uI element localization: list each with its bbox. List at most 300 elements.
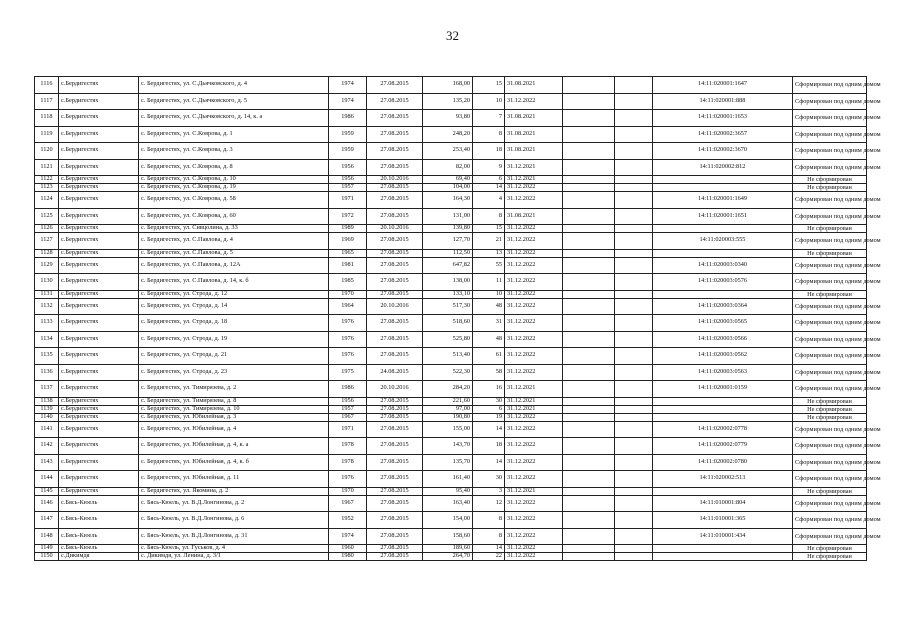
build-year-cell: 1974: [329, 93, 367, 110]
table-row: [35, 274, 867, 291]
table-row: [35, 93, 867, 110]
row-id-cell: 1125: [35, 208, 59, 225]
build-year-cell: 1971: [329, 192, 367, 209]
due-date-cell: 31.12.2022: [505, 274, 563, 291]
status-cell: Сформирован под одним домом: [793, 454, 867, 471]
settlement-cell: с.Бердигестях: [59, 364, 139, 381]
row-id-cell: 1140: [35, 413, 59, 421]
address-cell: с. Бясь-Кюель, ул. В.Д.Лонгинова, д. 2: [139, 495, 329, 512]
settlement-cell: с.Бердигестях: [59, 208, 139, 225]
count-cell: 11: [473, 274, 505, 291]
area-cell: 95,40: [423, 487, 473, 495]
empty-cell: [615, 545, 653, 553]
table-row: [35, 348, 867, 365]
due-date-cell: 31.12.2022: [505, 315, 563, 332]
empty-cell: [615, 348, 653, 365]
due-date-cell: 31.08.2021: [505, 126, 563, 143]
address-cell: с. Бердигестях, ул. Строда, д. 12: [139, 290, 329, 298]
area-cell: 221,60: [423, 397, 473, 405]
address-cell: с. Бердигестях, ул. Юбилейная, д. 4, к. б: [139, 454, 329, 471]
date-cell: 27.08.2015: [367, 126, 423, 143]
due-date-cell: 31.12.2021: [505, 159, 563, 176]
settlement-cell: с.Бердигестях: [59, 77, 139, 94]
due-date-cell: 31.12.2022: [505, 298, 563, 315]
cadastral-number-cell: 14:11:020001:1649: [653, 192, 793, 209]
table-row: [35, 77, 867, 94]
area-cell: 82,00: [423, 159, 473, 176]
settlement-cell: с.Бердигестях: [59, 487, 139, 495]
area-cell: 139,80: [423, 225, 473, 233]
settlement-cell: с.Бердигестях: [59, 381, 139, 398]
area-cell: 133,10: [423, 290, 473, 298]
empty-cell: [615, 192, 653, 209]
due-date-cell: 31.08.2021: [505, 110, 563, 127]
build-year-cell: 1981: [329, 257, 367, 274]
table-row: [35, 110, 867, 127]
count-cell: 8: [473, 528, 505, 545]
address-cell: с. Бердигестях, ул. С.Коврова, д. 58: [139, 192, 329, 209]
cadastral-number-cell: 14:11:020002:3657: [653, 126, 793, 143]
empty-cell: [563, 225, 615, 233]
table-row: [35, 471, 867, 488]
area-cell: 513,40: [423, 348, 473, 365]
empty-cell: [563, 553, 615, 561]
settlement-cell: с.Бясь-Кюель: [59, 512, 139, 529]
due-date-cell: 31.12.2022: [505, 184, 563, 192]
cadastral-number-cell: 14:11:020002:0778: [653, 421, 793, 438]
empty-cell: [563, 495, 615, 512]
build-year-cell: 1967: [329, 413, 367, 421]
build-year-cell: 1970: [329, 487, 367, 495]
date-cell: 27.08.2015: [367, 315, 423, 332]
build-year-cell: 1967: [329, 495, 367, 512]
status-cell: Не сформирован: [793, 184, 867, 192]
count-cell: 48: [473, 331, 505, 348]
build-year-cell: 1970: [329, 290, 367, 298]
status-cell: Сформирован под одним домом: [793, 233, 867, 250]
page-number: 32: [446, 28, 459, 43]
empty-cell: [615, 143, 653, 160]
row-id-cell: 1127: [35, 233, 59, 250]
empty-cell: [615, 93, 653, 110]
count-cell: 14: [473, 421, 505, 438]
empty-cell: [615, 438, 653, 455]
settlement-cell: с.Бердигестях: [59, 454, 139, 471]
cadastral-number-cell: [653, 553, 793, 561]
cadastral-number-cell: 14:11:020002:3670: [653, 143, 793, 160]
area-cell: 163,40: [423, 495, 473, 512]
date-cell: 27.08.2015: [367, 257, 423, 274]
count-cell: 31: [473, 315, 505, 332]
area-cell: 97,00: [423, 405, 473, 413]
build-year-cell: 1965: [329, 249, 367, 257]
settlement-cell: с.Бердигестях: [59, 233, 139, 250]
area-cell: 248,20: [423, 126, 473, 143]
cadastral-number-cell: [653, 397, 793, 405]
cadastral-number-cell: [653, 225, 793, 233]
address-cell: с. Бердигестях, ул. С.Павлова, д. 4: [139, 233, 329, 250]
empty-cell: [563, 176, 615, 184]
area-cell: 522,30: [423, 364, 473, 381]
count-cell: 22: [473, 553, 505, 561]
empty-cell: [615, 208, 653, 225]
empty-cell: [615, 421, 653, 438]
cadastral-number-cell: [653, 413, 793, 421]
row-id-cell: 1132: [35, 298, 59, 315]
empty-cell: [615, 413, 653, 421]
row-id-cell: 1128: [35, 249, 59, 257]
count-cell: 21: [473, 233, 505, 250]
row-id-cell: 1118: [35, 110, 59, 127]
empty-cell: [615, 405, 653, 413]
empty-cell: [563, 257, 615, 274]
row-id-cell: 1146: [35, 495, 59, 512]
address-cell: с. Бердигестях, ул. С.Дьячковского, д. 5: [139, 93, 329, 110]
row-id-cell: 1138: [35, 397, 59, 405]
empty-cell: [563, 471, 615, 488]
count-cell: 58: [473, 364, 505, 381]
count-cell: 18: [473, 143, 505, 160]
settlement-cell: с.Бердигестях: [59, 421, 139, 438]
settlement-cell: с.Бердигестях: [59, 184, 139, 192]
due-date-cell: 31.12.2022: [505, 331, 563, 348]
settlement-cell: с.Бердигестях: [59, 176, 139, 184]
due-date-cell: 31.12.2022: [505, 545, 563, 553]
address-cell: с. Бердигестях, ул. Юбилейная, д. 4, к. а: [139, 438, 329, 455]
area-cell: 127,70: [423, 233, 473, 250]
date-cell: 27.08.2015: [367, 545, 423, 553]
status-cell: Не сформирован: [793, 225, 867, 233]
build-year-cell: 1975: [329, 364, 367, 381]
empty-cell: [563, 249, 615, 257]
housing-register-table: [34, 76, 881, 561]
date-cell: 27.08.2015: [367, 208, 423, 225]
area-cell: 104,00: [423, 184, 473, 192]
row-id-cell: 1134: [35, 331, 59, 348]
status-cell: Не сформирован: [793, 176, 867, 184]
count-cell: 55: [473, 257, 505, 274]
status-cell: Сформирован под одним домом: [793, 528, 867, 545]
table-row: [35, 454, 867, 471]
cadastral-number-cell: 14:11:010001:365: [653, 512, 793, 529]
table-row: [35, 528, 867, 545]
row-id-cell: 1148: [35, 528, 59, 545]
area-cell: 525,80: [423, 331, 473, 348]
build-year-cell: 1957: [329, 184, 367, 192]
empty-cell: [563, 512, 615, 529]
address-cell: с. Бясь-Кюель, ул. В.Д.Лонгинова, д. 6: [139, 512, 329, 529]
area-cell: 112,50: [423, 249, 473, 257]
count-cell: 19: [473, 413, 505, 421]
build-year-cell: 1974: [329, 77, 367, 94]
due-date-cell: 31.12.2022: [505, 290, 563, 298]
date-cell: 27.08.2015: [367, 192, 423, 209]
status-cell: Сформирован под одним домом: [793, 110, 867, 127]
address-cell: с. Бясь-Кюель, ул. Гуськов, д. 4: [139, 545, 329, 553]
address-cell: с. Бердигестях, ул. С.Коврова, д. 19: [139, 184, 329, 192]
table-row: [35, 290, 867, 298]
build-year-cell: 1989: [329, 225, 367, 233]
row-id-cell: 1145: [35, 487, 59, 495]
status-cell: Сформирован под одним домом: [793, 93, 867, 110]
address-cell: с. Бердигестях, ул. С.Коврова, д. 1: [139, 126, 329, 143]
empty-cell: [615, 159, 653, 176]
row-id-cell: 1126: [35, 225, 59, 233]
address-cell: с. Бердигестях, ул. С.Павлова, д. 12А: [139, 257, 329, 274]
area-cell: 168,00: [423, 77, 473, 94]
date-cell: 27.08.2015: [367, 421, 423, 438]
due-date-cell: 31.12.2022: [505, 413, 563, 421]
empty-cell: [615, 315, 653, 332]
address-cell: с. Бердигестях, ул. Тимирязева, д. 2: [139, 381, 329, 398]
status-cell: Сформирован под одним домом: [793, 495, 867, 512]
count-cell: 12: [473, 495, 505, 512]
area-cell: 93,80: [423, 110, 473, 127]
status-cell: Сформирован под одним домом: [793, 471, 867, 488]
area-cell: 154,00: [423, 512, 473, 529]
table-row: [35, 184, 867, 192]
status-cell: Сформирован под одним домом: [793, 512, 867, 529]
count-cell: 14: [473, 184, 505, 192]
address-cell: с. Бясь-Кюель, ул. В.Д.Лонгинова, д. 31: [139, 528, 329, 545]
table-row: [35, 249, 867, 257]
empty-cell: [615, 397, 653, 405]
date-cell: 27.08.2015: [367, 331, 423, 348]
date-cell: 27.08.2015: [367, 77, 423, 94]
area-cell: 517,30: [423, 298, 473, 315]
empty-cell: [563, 545, 615, 553]
cadastral-number-cell: 14:11:020001:888: [653, 93, 793, 110]
table-row: [35, 208, 867, 225]
status-cell: Не сформирован: [793, 290, 867, 298]
empty-cell: [563, 413, 615, 421]
cadastral-number-cell: 14:11:020003:0565: [653, 315, 793, 332]
due-date-cell: 31.12.2022: [505, 225, 563, 233]
row-id-cell: 1121: [35, 159, 59, 176]
table-body: [35, 77, 881, 561]
address-cell: с. Бердигестях, ул. Тимирязева, д. 8: [139, 397, 329, 405]
empty-cell: [615, 528, 653, 545]
area-cell: 135,70: [423, 454, 473, 471]
count-cell: 30: [473, 471, 505, 488]
status-cell: Сформирован под одним домом: [793, 381, 867, 398]
cadastral-number-cell: [653, 545, 793, 553]
row-id-cell: 1149: [35, 545, 59, 553]
row-id-cell: 1136: [35, 364, 59, 381]
row-id-cell: 1147: [35, 512, 59, 529]
empty-cell: [563, 290, 615, 298]
date-cell: 27.08.2015: [367, 184, 423, 192]
date-cell: 20.10.2016: [367, 225, 423, 233]
due-date-cell: 31.12.2021: [505, 176, 563, 184]
empty-cell: [615, 364, 653, 381]
count-cell: 15: [473, 225, 505, 233]
count-cell: 14: [473, 454, 505, 471]
address-cell: с. Бердигестях, ул. Строда, д. 21: [139, 348, 329, 365]
build-year-cell: 1985: [329, 274, 367, 291]
due-date-cell: 31.08.2021: [505, 208, 563, 225]
cadastral-number-cell: 14:11:020001:1651: [653, 208, 793, 225]
count-cell: 8: [473, 126, 505, 143]
empty-cell: [563, 110, 615, 127]
row-id-cell: 1144: [35, 471, 59, 488]
table-row: [35, 331, 867, 348]
count-cell: 61: [473, 348, 505, 365]
table-row: [35, 421, 867, 438]
empty-cell: [563, 126, 615, 143]
address-cell: с. Бердигестях, ул. Строда, д. 14: [139, 298, 329, 315]
date-cell: 27.08.2015: [367, 143, 423, 160]
table-row: [35, 381, 867, 398]
settlement-cell: с.Бясь-Кюель: [59, 495, 139, 512]
settlement-cell: с.Бердигестях: [59, 159, 139, 176]
empty-cell: [615, 233, 653, 250]
table-row: [35, 298, 867, 315]
build-year-cell: 1978: [329, 438, 367, 455]
address-cell: с. Бердигестях, ул. С.Павлова, д. 14, к. б: [139, 274, 329, 291]
settlement-cell: с.Бердигестях: [59, 274, 139, 291]
date-cell: 27.08.2015: [367, 553, 423, 561]
date-cell: 27.08.2015: [367, 110, 423, 127]
status-cell: Сформирован под одним домом: [793, 77, 867, 94]
area-cell: 264,70: [423, 553, 473, 561]
cadastral-number-cell: 14:11:020003:0562: [653, 348, 793, 365]
build-year-cell: 1952: [329, 512, 367, 529]
address-cell: с. Бердигестях, ул. С.Коврова, д. 8: [139, 159, 329, 176]
due-date-cell: 31.12.2021: [505, 487, 563, 495]
settlement-cell: с.Бердигестях: [59, 405, 139, 413]
settlement-cell: с.Бердигестях: [59, 93, 139, 110]
date-cell: 27.08.2015: [367, 438, 423, 455]
empty-cell: [563, 528, 615, 545]
build-year-cell: 1956: [329, 159, 367, 176]
cadastral-number-cell: 14:11:020003:555: [653, 233, 793, 250]
empty-cell: [615, 381, 653, 398]
empty-cell: [563, 454, 615, 471]
due-date-cell: 31.12.2022: [505, 454, 563, 471]
cadastral-number-cell: [653, 184, 793, 192]
empty-cell: [563, 192, 615, 209]
due-date-cell: 31.12.2022: [505, 249, 563, 257]
due-date-cell: 31.12.2022: [505, 512, 563, 529]
address-cell: с. Бердигестях, ул. Сивцолина, д. 33: [139, 225, 329, 233]
settlement-cell: с.Бердигестях: [59, 192, 139, 209]
settlement-cell: с.Бердигестях: [59, 257, 139, 274]
build-year-cell: 1972: [329, 208, 367, 225]
build-year-cell: 1957: [329, 405, 367, 413]
count-cell: 4: [473, 192, 505, 209]
empty-cell: [615, 184, 653, 192]
status-cell: Сформирован под одним домом: [793, 421, 867, 438]
settlement-cell: с.Бердигестях: [59, 315, 139, 332]
area-cell: 164,30: [423, 192, 473, 209]
cadastral-number-cell: [653, 405, 793, 413]
settlement-cell: с.Бердигестях: [59, 298, 139, 315]
date-cell: 27.08.2015: [367, 274, 423, 291]
count-cell: 6: [473, 176, 505, 184]
settlement-cell: с.Бердигестях: [59, 471, 139, 488]
empty-cell: [615, 77, 653, 94]
table-row: [35, 126, 867, 143]
row-id-cell: 1120: [35, 143, 59, 160]
due-date-cell: 31.12.2022: [505, 471, 563, 488]
row-id-cell: 1122: [35, 176, 59, 184]
empty-cell: [563, 315, 615, 332]
date-cell: 27.08.2015: [367, 471, 423, 488]
area-cell: 161,40: [423, 471, 473, 488]
status-cell: Сформирован под одним домом: [793, 348, 867, 365]
build-year-cell: 1980: [329, 553, 367, 561]
empty-cell: [615, 257, 653, 274]
cadastral-number-cell: 14:11:020002:812: [653, 159, 793, 176]
count-cell: 8: [473, 512, 505, 529]
date-cell: 27.08.2015: [367, 159, 423, 176]
build-year-cell: 1956: [329, 176, 367, 184]
build-year-cell: 1986: [329, 381, 367, 398]
due-date-cell: 31.12.2022: [505, 348, 563, 365]
table-row: [35, 159, 867, 176]
table-row: [35, 233, 867, 250]
row-id-cell: 1135: [35, 348, 59, 365]
status-cell: Сформирован под одним домом: [793, 364, 867, 381]
empty-cell: [563, 274, 615, 291]
build-year-cell: 1959: [329, 126, 367, 143]
address-cell: с. Бердигестях, ул. Юбилейная, д. 3: [139, 413, 329, 421]
cadastral-number-cell: 14:11:020003:0364: [653, 298, 793, 315]
empty-cell: [615, 176, 653, 184]
row-id-cell: 1143: [35, 454, 59, 471]
build-year-cell: 1969: [329, 233, 367, 250]
build-year-cell: 1964: [329, 298, 367, 315]
status-cell: Сформирован под одним домом: [793, 192, 867, 209]
due-date-cell: 31.12.2022: [505, 233, 563, 250]
build-year-cell: 1960: [329, 545, 367, 553]
row-id-cell: 1133: [35, 315, 59, 332]
area-cell: 253,40: [423, 143, 473, 160]
count-cell: 10: [473, 93, 505, 110]
empty-cell: [563, 331, 615, 348]
row-id-cell: 1139: [35, 405, 59, 413]
cadastral-number-cell: 14:11:020001:1647: [653, 77, 793, 94]
address-cell: с. Бердигестях, ул. Строда, д. 23: [139, 364, 329, 381]
due-date-cell: 31.12.2021: [505, 405, 563, 413]
settlement-cell: с.Бердигестях: [59, 331, 139, 348]
build-year-cell: 1976: [329, 471, 367, 488]
empty-cell: [615, 487, 653, 495]
row-id-cell: 1142: [35, 438, 59, 455]
table-row: [35, 143, 867, 160]
empty-cell: [563, 77, 615, 94]
table-row: [35, 257, 867, 274]
cadastral-number-cell: [653, 290, 793, 298]
date-cell: 20.10.2016: [367, 298, 423, 315]
cadastral-number-cell: 14:11:020002:0780: [653, 454, 793, 471]
area-cell: 158,60: [423, 528, 473, 545]
due-date-cell: 31.12.2022: [505, 364, 563, 381]
empty-cell: [615, 110, 653, 127]
empty-cell: [563, 233, 615, 250]
area-cell: 155,00: [423, 421, 473, 438]
build-year-cell: 1971: [329, 421, 367, 438]
row-id-cell: 1123: [35, 184, 59, 192]
date-cell: 27.08.2015: [367, 487, 423, 495]
due-date-cell: 31.12.2021: [505, 397, 563, 405]
area-cell: 69,40: [423, 176, 473, 184]
table-row: [35, 315, 867, 332]
status-cell: Сформирован под одним домом: [793, 208, 867, 225]
status-cell: Сформирован под одним домом: [793, 274, 867, 291]
address-cell: с. Бердигестях, ул. Юбилейная, д. 11: [139, 471, 329, 488]
